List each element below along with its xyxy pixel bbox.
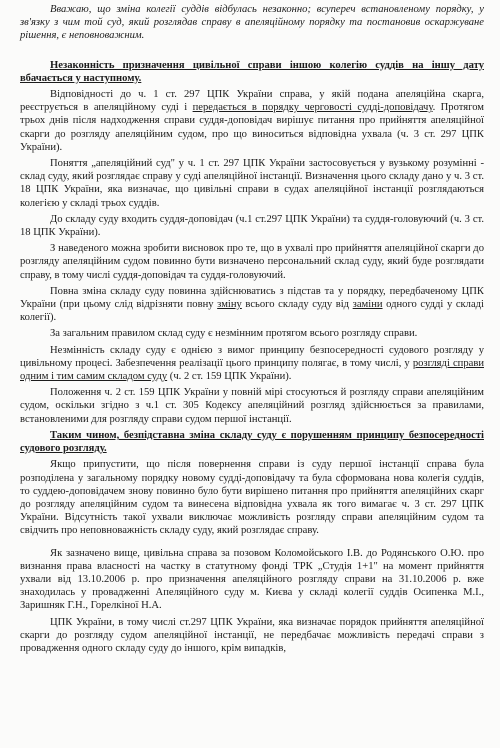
paragraph-1 <box>20 88 484 154</box>
conclusion-paragraph <box>20 429 484 455</box>
paragraph-3-text: До складу суду входить суддя-доповідач (ч.1 ст.297 ЦПК України) та суддя-головуючий (ч. 3 ст. 18 ЦПК України). <box>20 213 484 239</box>
paragraph-1-part-b: . Протягом трьох днів після надходження справи суддя-доповідач вирішує питання про прийняття апеляційної скарги до розгляду апеляційним судом, про що виноситься відповідна ухвала (ч. 3 ст. 297 ЦПК України). <box>20 102 484 153</box>
paragraph-12-text: ЦПК України, в тому числі ст.297 ЦПК України, яка визначає порядок прийняття апеляційної скарги до розгляду судом апеляційної інстанції, не передбачає можливість передачі справи з провадження одного складу суду до іншого, крім випадків, <box>20 616 484 654</box>
paragraph-3 <box>20 213 484 239</box>
paragraph-7-part-b: (ч. 2 ст. 159 ЦПК України). <box>167 371 292 383</box>
paragraph-7 <box>20 344 484 384</box>
opening-paragraph <box>20 3 484 43</box>
paragraph-2-text: Поняття „апеляційний суд" у ч. 1 ст. 297 ЦПК України застосовується у вузькому розумінні - склад суду, який розглядає справу у суді апеляційної інстанції. Визначення цього складу дано у ч. 3 ст. 18 ЦПК України, яка визначає, що цивільні справи в судах апеляційної інстанції розглядаються колегією у складі трьох суддів. <box>20 158 484 209</box>
paragraph-11 <box>20 547 484 613</box>
paragraph-4-text: З наведеного можна зробити висновок про те, що в ухвалі про прийняття апеляційної скарги до розгляду апеляційним судом повинно бути визначено персональний склад суду, який буде розглядати справу, в тому числі суддя-доповідач та суддя-головуючий. <box>20 243 484 281</box>
paragraph-5-underlined-1: зміну <box>217 299 242 311</box>
paragraph-1-underlined: передається в порядку черговості судді-доповідачу <box>192 102 433 114</box>
paragraph-8-text: Положення ч. 2 ст. 159 ЦПК України у повній мірі стосуються й розгляду справи апеляційним судом, оскільки згідно з ч.1 ст. 305 Кодексу апеляційний розгляд здійснюється за правилами, встановленими для розгляду справи судом першої інстанції. <box>20 387 484 425</box>
section-heading <box>20 59 484 85</box>
paragraph-10 <box>20 458 484 537</box>
paragraph-5-underlined-2: заміни <box>352 299 383 311</box>
opening-text: Вважаю, що зміна колегії суддів відбулась незаконно; всупереч встановленому порядку, у зв'язку з чим той суд, який розглядав справу в апеляційному порядку та постановив оскаржуване рішення, є неповноважним. <box>20 4 484 42</box>
paragraph-2 <box>20 157 484 210</box>
paragraph-7-underlined: розгляді справи одним і тим самим складом суду <box>20 357 484 383</box>
paragraph-11-text: Як зазначено вище, цивільна справа за позовом Коломойського І.В. до Родянського О.Ю. про визнання права власності на частку в статутному фонді ТРК „Студія 1+1" на момент прийняття ухвали від 13.10.2006 р. про призначення апеляційного розгляду справи на 31.10.2006 р. вже знаходилась у провадженні Апеляційного суду м. Києва у складі колегії суддів Осипенка М.І., Заришняк Г.Н., Горелкіної Н.А. <box>20 547 484 612</box>
paragraph-7-part-a: Незмінність складу суду є однією з вимог принципу безпосередності судового розгляду у цивільному процесі. Забезпечення реалізації цього принципу полягає, в тому числі, у <box>20 344 484 369</box>
paragraph-5-part-a: Повна зміна складу суду повинна здійснюватись з підстав та у порядку, передбаченому ЦПК України (при цьому слід відрізняти повну <box>20 285 484 311</box>
paragraph-5-part-b: всього складу суду від <box>241 299 353 311</box>
paragraph-6 <box>20 327 484 340</box>
conclusion-text: Таким чином, безпідставна зміна складу суду є порушенням принципу безпосередності судового розгляду. <box>20 429 484 455</box>
paragraph-8 <box>20 386 484 426</box>
paragraph-1-part-a: Відповідності до ч. 1 ст. 297 ЦПК України справа, у якій подана апеляційна скарга, реєструється в апеляційному суді і <box>20 89 484 114</box>
paragraph-5 <box>20 285 484 325</box>
paragraph-5-part-c: одного судді у складі колегії). <box>20 299 484 324</box>
section-heading-text: Незаконність призначення цивільної справи іншою колегію суддів на іншу дату вбачається у наступному. <box>20 59 484 84</box>
paragraph-4 <box>20 242 484 282</box>
paragraph-12 <box>20 616 484 656</box>
paragraph-10-text: Якщо припустити, що після повернення справи із суду першої інстанції справа була розподілена у загальному порядку новому судді-доповідачу та була сформована нова колегія суддів, то суддею-доповідачем знову повинно було бути вирішено питання про прийняття апеляційних скарг до розгляду апеляційним судом та винесена відповідна ухвала як того вимагає ч. 3 ст. 297 ЦПК України. Відсутність такої ухвали виключає можливість розгляду справи апеляційним судом та свідчить про неповноважність складу суду, який розглядає справу. <box>20 459 484 537</box>
paragraph-6-text: За загальним правилом склад суду є незмінним протягом всього розгляду справи. <box>50 328 418 340</box>
